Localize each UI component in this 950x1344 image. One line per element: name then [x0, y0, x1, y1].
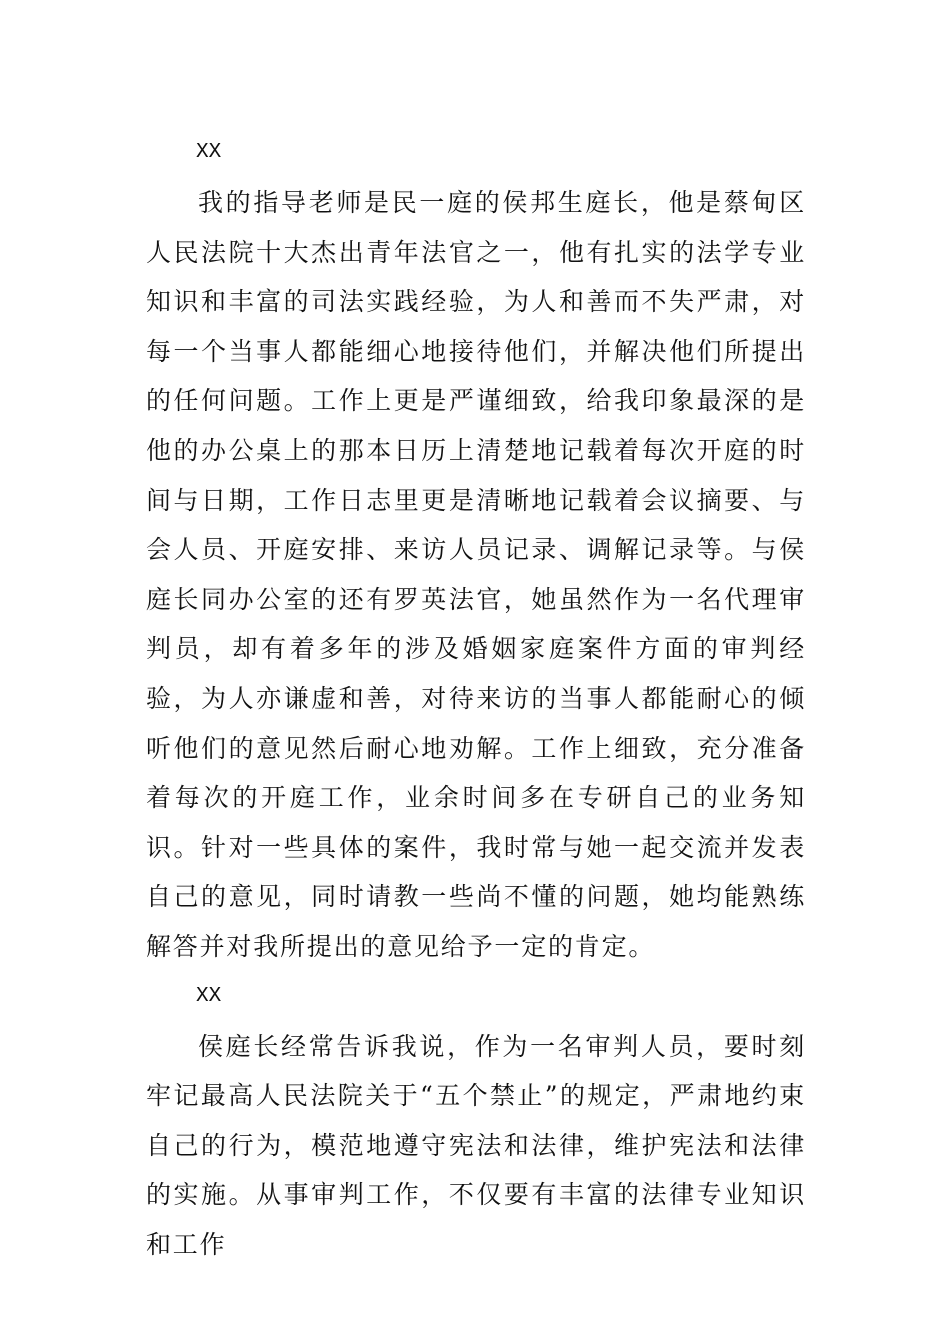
section-heading-2: XX — [196, 984, 222, 1008]
section-paragraph-1: 我的指导老师是民一庭的侯邦生庭长，他是蔡甸区人民法院十大杰出青年法官之一，他有扎实的法学专业知识和丰富的司法实践经验，为人和善而不失严肃，对每一个当事人都能细心地接待他们，并解决他们所提出的任何问题。工作上更是严谨细致，给我印象最深的是他的办公桌上的那本日历上清楚地记载着每次开庭的时间与日期，工作日志里更是清晰地记载着会议摘要、与会人员、开庭安排、来访人员记录、调解记录等。与侯庭长同办公室的还有罗英法官，她虽然作为一名代理审判员，却有着多年的涉及婚姻家庭案件方面的审判经验，为人亦谦虚和善，对待来访的当事人都能耐心的倾听他们的意见然后耐心地劝解。工作上细致，充分准备着每次的开庭工作，业余时间多在专研自己的业务知识。针对一些具体的案件，我时常与她一起交流并发表自己的意见，同时请教一些尚不懂的问题，她均能熟练解答并对我所提出的意见给予一定的肯定。 — [146, 188, 806, 961]
section-heading-1: XX — [196, 141, 222, 164]
section-paragraph-2: 侯庭长经常告诉我说，作为一名审判人员，要时刻牢记最高人民法院关于“五个禁止”的规定，严肃地约束自己的行为，模范地遵守宪法和法律，维护宪法和法律的实施。从事审判工作，不仅要有丰富的法律专业知识和工作 — [146, 1031, 806, 1259]
document-body — [146, 128, 806, 1269]
